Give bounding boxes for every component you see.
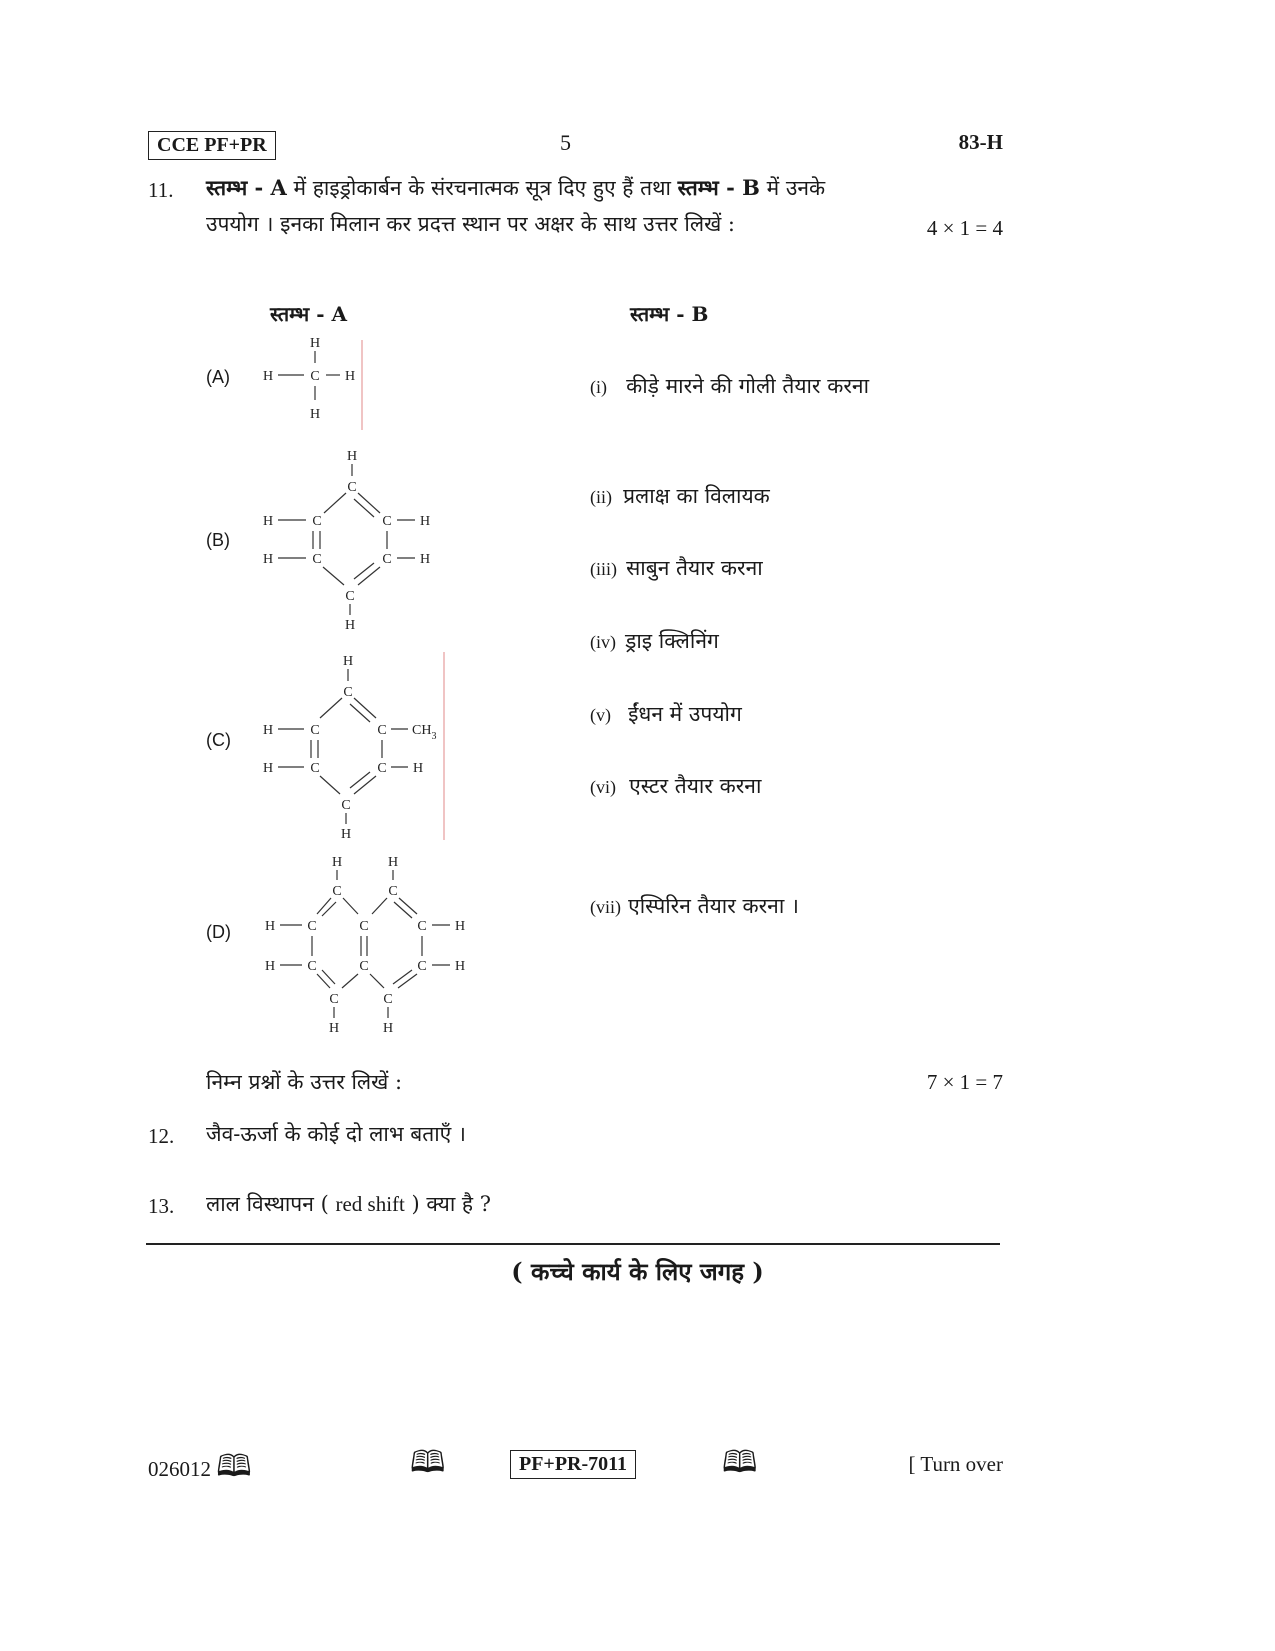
atom-c: C: [383, 992, 393, 1007]
question-11-marks: 4 × 1 = 4: [926, 216, 1003, 240]
atom-h: H: [331, 855, 343, 870]
column-b-item-text: प्रलाक्ष का विलायक: [623, 484, 770, 508]
atom-c: C: [382, 552, 392, 567]
rough-work-heading: ( कच्चे कार्य के लिए जगह ): [511, 1257, 764, 1286]
atom-h: H: [262, 761, 274, 776]
column-a-heading: स्तम्भ - A: [270, 302, 347, 326]
structure-naphthalene: [260, 852, 480, 1042]
question-11-line1: [206, 170, 1000, 206]
atom-h: H: [262, 723, 274, 738]
question-13-text-latin: red shift: [335, 1192, 405, 1216]
atom-c: C: [417, 919, 427, 934]
atom-h: H: [262, 369, 274, 384]
atom-h: H: [419, 552, 431, 567]
paper-code: 83-H: [958, 130, 1003, 154]
methyl-group: [412, 723, 436, 742]
atom-c: C: [345, 589, 355, 604]
column-b-item-text: ईंधन में उपयोग: [628, 702, 742, 726]
atom-h: H: [309, 336, 321, 351]
question-12-number: 12.: [148, 1124, 175, 1148]
column-a-label-a: (A): [206, 367, 230, 387]
atom-h: H: [262, 514, 274, 529]
question-11-text1: में हाइड्रोकार्बन के संरचनात्मक सूत्र दिए हुए हैं तथा: [286, 176, 678, 200]
atom-h: H: [340, 827, 352, 842]
column-b-item-text: एस्टर तैयार करना: [629, 774, 762, 798]
header-code-box: CCE PF+PR: [148, 131, 276, 160]
column-b-item-6: [590, 772, 761, 800]
structure-toluene: [260, 650, 460, 845]
column-b-item-text: कीड़े मारने की गोली तैयार करना: [626, 374, 870, 398]
column-b-item-number: (vi): [590, 777, 616, 797]
book-icon: 🕮: [722, 1445, 758, 1480]
atom-c: C: [332, 884, 342, 899]
atom-c: C: [359, 959, 369, 974]
atom-c: C: [347, 480, 357, 495]
turn-over-note: [ Turn over: [908, 1452, 1003, 1476]
atom-h: H: [344, 369, 356, 384]
atom-h: H: [262, 552, 274, 567]
atom-h: H: [264, 919, 276, 934]
footer-code: [148, 1452, 252, 1482]
column-a-ref: स्तम्भ - A: [206, 175, 287, 200]
methyl-subscript: 3: [431, 731, 437, 742]
question-12-text: जैव-ऊर्जा के कोई दो लाभ बताएँ ।: [206, 1122, 466, 1146]
column-b-item-text: साबुन तैयार करना: [626, 556, 763, 580]
question-13-text-before: लाल विस्थापन (: [206, 1192, 336, 1216]
atom-c: C: [307, 959, 317, 974]
question-13-text-after: ) क्या है ?: [404, 1192, 492, 1216]
question-11-text2: में उनके: [759, 176, 826, 200]
atom-h: H: [346, 449, 358, 464]
book-icon: 🕮: [410, 1445, 446, 1480]
divider-line: [146, 1243, 1000, 1245]
book-icon: 🕮: [216, 1450, 252, 1483]
atom-c: C: [343, 685, 353, 700]
column-b-item-number: (vii): [590, 897, 621, 917]
atom-c: C: [377, 761, 387, 776]
atom-c: C: [388, 884, 398, 899]
atom-c: C: [329, 992, 339, 1007]
atom-c: C: [417, 959, 427, 974]
atom-h: H: [328, 1021, 340, 1036]
atom-h: H: [342, 654, 354, 669]
column-b-item-5: [590, 700, 742, 728]
column-b-item-4: [590, 627, 719, 655]
atom-h: H: [419, 514, 431, 529]
column-b-item-text: ड्राइ क्लिनिंग: [625, 629, 719, 653]
column-b-item-number: (v): [590, 705, 611, 725]
structure-methane: [260, 330, 370, 440]
column-a-label-d: (D): [206, 922, 231, 942]
column-b-item-2: [590, 482, 770, 510]
instruction-marks: 7 × 1 = 7: [926, 1070, 1003, 1094]
methyl-ch: CH: [412, 723, 432, 738]
atom-c: C: [310, 761, 320, 776]
atom-h: H: [344, 618, 356, 633]
question-13-text: [206, 1186, 491, 1222]
atom-h: H: [454, 919, 466, 934]
atom-h: H: [387, 855, 399, 870]
column-a-label-c: (C): [206, 730, 231, 750]
column-b-item-7: [590, 892, 799, 920]
instruction-text: निम्न प्रश्नों के उत्तर लिखें :: [206, 1070, 403, 1094]
column-a-label-b: (B): [206, 530, 230, 550]
atom-c: C: [312, 514, 322, 529]
column-b-item-number: (ii): [590, 487, 612, 507]
atom-c: C: [310, 369, 320, 384]
atom-c: C: [312, 552, 322, 567]
atom-h: H: [382, 1021, 394, 1036]
question-11-line2: उपयोग । इनका मिलान कर प्रदत्त स्थान पर अक्षर के साथ उत्तर लिखें :: [206, 212, 735, 236]
atom-h: H: [412, 761, 424, 776]
question-13-number: 13.: [148, 1194, 175, 1218]
column-b-ref: स्तम्भ - B: [677, 175, 760, 200]
question-11-number: 11.: [148, 178, 174, 202]
atom-h: H: [309, 407, 321, 422]
column-b-heading: स्तम्भ - B: [630, 302, 709, 326]
column-b-item-text: एस्पिरिन तैयार करना ।: [628, 894, 799, 918]
page-number: 5: [560, 130, 571, 155]
column-b-item-3: [590, 554, 763, 582]
atom-h: H: [454, 959, 466, 974]
structure-benzene: [260, 445, 440, 635]
atom-c: C: [359, 919, 369, 934]
column-b-item-number: (iv): [590, 632, 616, 652]
atom-c: C: [310, 723, 320, 738]
atom-c: C: [307, 919, 317, 934]
atom-c: C: [377, 723, 387, 738]
column-b-item-number: (i): [590, 377, 607, 397]
column-b-item-1: [590, 372, 869, 400]
column-b-item-number: (iii): [590, 559, 617, 579]
atom-h: H: [264, 959, 276, 974]
footer-code-box: PF+PR-7011: [510, 1450, 636, 1479]
atom-c: C: [382, 514, 392, 529]
question-11-text: [206, 170, 1000, 242]
atom-c: C: [341, 798, 351, 813]
footer-code-text: 026012: [148, 1457, 211, 1481]
